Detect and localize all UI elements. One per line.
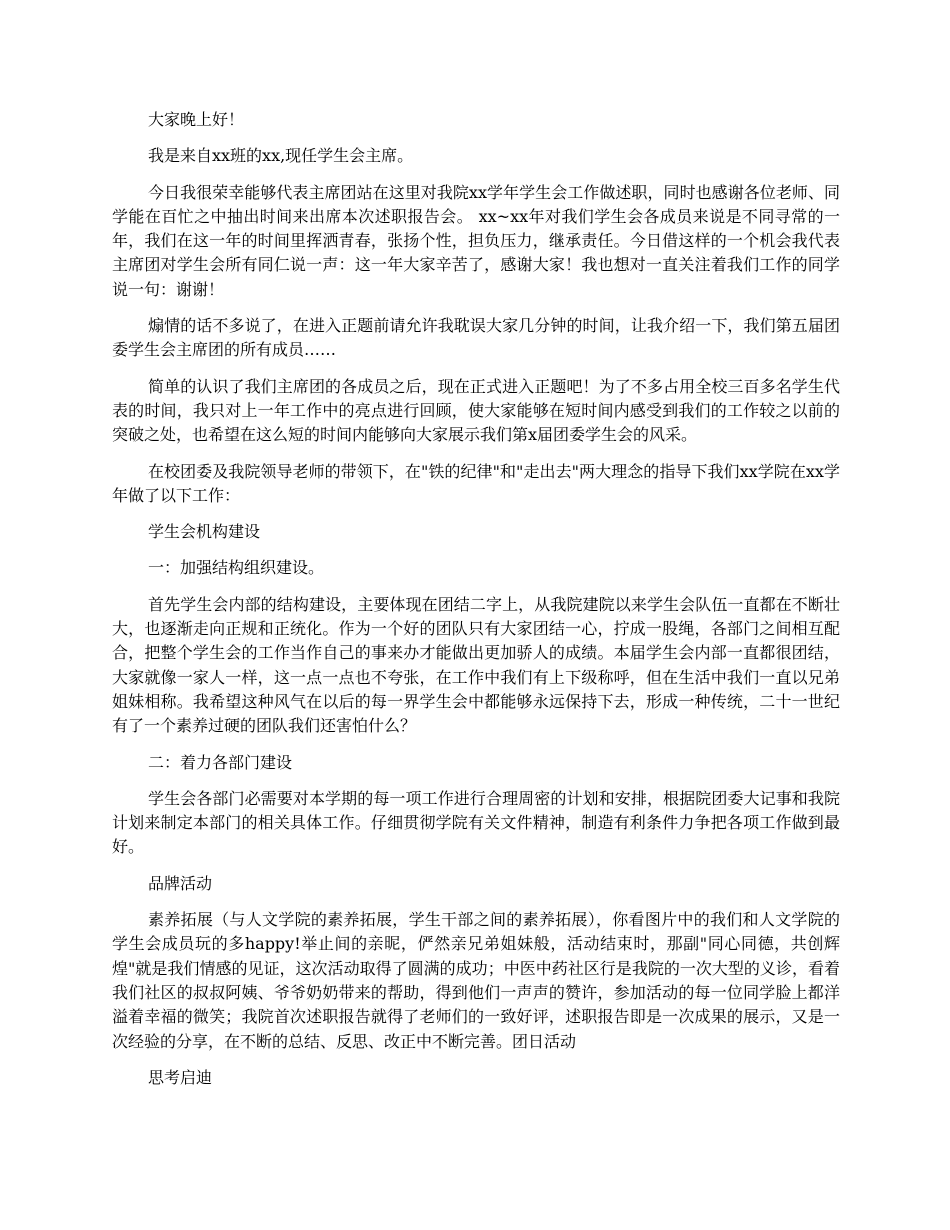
brand-activities-paragraph: 素养拓展（与人文学院的素养拓展，学生干部之间的素养拓展），你看图片中的我们和人文学院的学生会成员玩的多happy!举止间的亲昵，俨然亲兄弟姐妹般，活动结束时，那副"同心同德，共创辉煌"就是我们情感的见证，这次活动取得了圆满的成功；中医中药社区行是我院的一次大型的义诊，看着我们社区的叔叔阿姨、爷爷奶奶带来的帮助，得到他们一声声的赞许，参加活动的每一位同学脸上都洋溢着幸福的微笑；我院首次述职报告就得了老师们的一致好评，述职报告即是一次成果的展示，又是一次经验的分享，在不断的总结、反思、改正中不断完善。团日活动 [112, 910, 840, 1051]
section-heading-reflection: 思考启迪 [148, 1067, 213, 1087]
greeting-paragraph: 大家晚上好！ [148, 110, 245, 129]
work-overview-paragraph: 在校团委及我院领导老师的带领下，在"铁的纪律"和"走出去"两大理念的指导下我们xx学院在xx学年做了以下工作： [112, 461, 840, 505]
opening-paragraph: 今日我很荣幸能够代表主席团站在这里对我院xx学年学生会工作做述职，同时也感谢各位老师、同学能在百忙之中抽出时间来出席本次述职报告会。 xx~xx年对我们学生会各成员来说是不同寻常的一年，我们在这一年的时间里挥洒青春，张扬个性，担负压力，继承责任。今日借这样的一个机会我代表主席团对学生会所有同仁说一声：这一年大家辛苦了，感谢大家！我也想对一直关注着我们工作的同学说一句：谢谢！ [112, 182, 840, 299]
subsection-heading-structure: 一：加强结构组织建设。 [148, 558, 325, 578]
members-intro-paragraph: 煽情的话不多说了，在进入正题前请允许我耽误大家几分钟的时间，让我介绍一下，我们第五届团委学生会主席团的所有成员…… [112, 316, 840, 360]
subsection-heading-departments: 二：着力各部门建设 [148, 752, 293, 772]
section-heading-brand-activities: 品牌活动 [148, 873, 213, 893]
self-introduction-paragraph: 我是来自xx班的xx,现任学生会主席。 [148, 146, 414, 166]
departments-paragraph: 学生会各部门必需要对本学期的每一项工作进行合理周密的计划和安排，根据院团委大记事和我院计划来制定本部门的相关具体工作。仔细贯彻学院有关文件精神，制造有利条件力争把各项工作做到最好。 [112, 788, 840, 857]
structure-paragraph: 首先学生会内部的结构建设，主要体现在团结二字上，从我院建院以来学生会队伍一直都在不断壮大，也逐渐走向正规和正统化。作为一个好的团队只有大家团结一心，拧成一股绳，各部门之间相互配合，把整个学生会的工作当作自己的事来办才能做出更加骄人的成绩。本届学生会内部一直都很团结，大家就像一家人一样，这一点一点也不夸张，在工作中我们有上下级称呼，但在生活中我们一直以兄弟姐妹相称。我希望这种风气在以后的每一界学生会中都能够永远保持下去，形成一种传统，二十一世纪有了一个素养过硬的团队我们还害怕什么？ [112, 594, 840, 736]
document-body [112, 108, 840, 1090]
main-topic-paragraph: 简单的认识了我们主席团的各成员之后，现在正式进入正题吧！为了不多占用全校三百多名学生代表的时间，我只对上一年工作中的亮点进行回顾，使大家能够在短时间内感受到我们的工作较之以前的突破之处，也希望在这么短的时间内能够向大家展示我们第x届团委学生会的风采。 [112, 376, 840, 445]
section-heading-organization: 学生会机构建设 [148, 522, 261, 542]
